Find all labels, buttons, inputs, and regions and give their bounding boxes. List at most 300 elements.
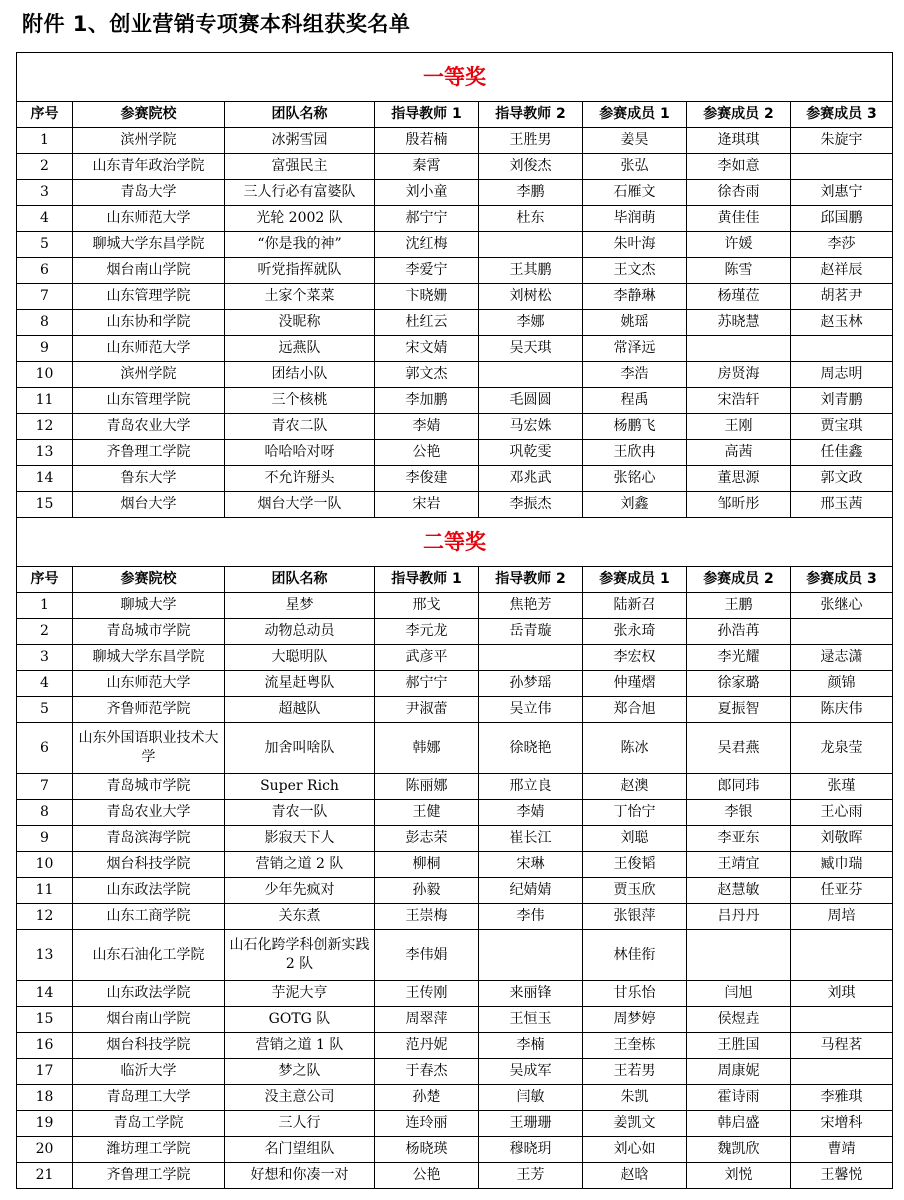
table-cell: 山东政法学院: [73, 981, 225, 1007]
table-cell: 青岛理工大学: [73, 1085, 225, 1111]
table-cell: 杨晓瑛: [375, 1137, 479, 1163]
table-cell: 房贤海: [687, 362, 791, 388]
table-cell: 刘树松: [479, 284, 583, 310]
table-cell: 李加鹏: [375, 388, 479, 414]
table-cell: 胡茗尹: [791, 284, 893, 310]
table-cell: 殷若楠: [375, 128, 479, 154]
table-cell: 王文杰: [583, 258, 687, 284]
table-cell: 团结小队: [225, 362, 375, 388]
table-cell: [479, 645, 583, 671]
document-title: 附件 1、创业营销专项赛本科组获奖名单: [22, 12, 411, 36]
table-cell: 崔长江: [479, 826, 583, 852]
table-cell: 毕润萌: [583, 206, 687, 232]
table-cell: 2: [17, 154, 73, 180]
table-cell: 山东师范大学: [73, 336, 225, 362]
table-cell: 邱国鹏: [791, 206, 893, 232]
table-cell: 姜凯文: [583, 1111, 687, 1137]
table-cell: 三个核桃: [225, 388, 375, 414]
table-row: [17, 466, 893, 492]
table-cell: 邢玉茜: [791, 492, 893, 518]
table-cell: 6: [17, 258, 73, 284]
table-cell: 鲁东大学: [73, 466, 225, 492]
table-cell: 7: [17, 774, 73, 800]
table-cell: 徐家璐: [687, 671, 791, 697]
table-cell: 青岛农业大学: [73, 800, 225, 826]
table-row: [17, 800, 893, 826]
table-cell: 尹淑蕾: [375, 697, 479, 723]
table-cell: 王鹏: [687, 593, 791, 619]
table-cell: 吴君燕: [687, 723, 791, 774]
table-cell: 星梦: [225, 593, 375, 619]
table-cell: 6: [17, 723, 73, 774]
table-cell: 光轮 2002 队: [225, 206, 375, 232]
table-cell: 朱凯: [583, 1085, 687, 1111]
table-cell: 聊城大学: [73, 593, 225, 619]
table-cell: 逯志潇: [791, 645, 893, 671]
table-cell: 10: [17, 362, 73, 388]
table-cell: [791, 1059, 893, 1085]
table-cell: 杜红云: [375, 310, 479, 336]
column-header: 团队名称: [225, 567, 375, 593]
award-table-body: [17, 53, 893, 1189]
table-cell: 郭文杰: [375, 362, 479, 388]
table-cell: 闫旭: [687, 981, 791, 1007]
table-cell: 马宏姝: [479, 414, 583, 440]
table-cell: 8: [17, 310, 73, 336]
table-cell: 黄佳佳: [687, 206, 791, 232]
table-cell: 王刚: [687, 414, 791, 440]
table-cell: 贾宝琪: [791, 414, 893, 440]
table-cell: 李婧: [375, 414, 479, 440]
table-row: [17, 697, 893, 723]
table-cell: 大聪明队: [225, 645, 375, 671]
table-cell: 刘惠宁: [791, 180, 893, 206]
table-cell: 21: [17, 1163, 73, 1189]
table-row: [17, 258, 893, 284]
table-cell: 任佳鑫: [791, 440, 893, 466]
table-cell: 陈雪: [687, 258, 791, 284]
table-cell: 10: [17, 852, 73, 878]
table-cell: 赵慧敏: [687, 878, 791, 904]
table-cell: 赵祥辰: [791, 258, 893, 284]
table-cell: 张银萍: [583, 904, 687, 930]
table-cell: 齐鲁师范学院: [73, 697, 225, 723]
table-cell: 9: [17, 336, 73, 362]
table-cell: 王欣冉: [583, 440, 687, 466]
table-cell: 孙梦瑶: [479, 671, 583, 697]
column-header: 参赛成员 3: [791, 102, 893, 128]
section-title: 一等奖: [17, 53, 893, 102]
table-cell: 王健: [375, 800, 479, 826]
section-title: 二等奖: [17, 518, 893, 567]
table-cell: 彭志荣: [375, 826, 479, 852]
table-cell: 孙毅: [375, 878, 479, 904]
table-cell: 王崇梅: [375, 904, 479, 930]
table-cell: 邢戈: [375, 593, 479, 619]
table-cell: 14: [17, 981, 73, 1007]
table-cell: 刘心如: [583, 1137, 687, 1163]
column-header: 指导教师 2: [479, 102, 583, 128]
table-cell: 没昵称: [225, 310, 375, 336]
table-row: [17, 593, 893, 619]
table-cell: 连玲丽: [375, 1111, 479, 1137]
table-cell: 山东管理学院: [73, 284, 225, 310]
table-cell: 烟台南山学院: [73, 1007, 225, 1033]
table-cell: 丁怡宁: [583, 800, 687, 826]
table-cell: 李楠: [479, 1033, 583, 1059]
table-cell: 李俊建: [375, 466, 479, 492]
column-header: 指导教师 1: [375, 102, 479, 128]
table-cell: 山东师范大学: [73, 671, 225, 697]
table-cell: 加舍叫啥队: [225, 723, 375, 774]
table-row: [17, 1059, 893, 1085]
table-cell: 王胜男: [479, 128, 583, 154]
table-cell: 山东政法学院: [73, 878, 225, 904]
column-header: 参赛成员 3: [791, 567, 893, 593]
table-cell: 夏振智: [687, 697, 791, 723]
table-cell: 周翠萍: [375, 1007, 479, 1033]
table-cell: 山东协和学院: [73, 310, 225, 336]
table-cell: 来丽锋: [479, 981, 583, 1007]
table-cell: Super Rich: [225, 774, 375, 800]
table-cell: 刘敬晖: [791, 826, 893, 852]
table-cell: 3: [17, 180, 73, 206]
table-cell: 范丹妮: [375, 1033, 479, 1059]
table-cell: 张弘: [583, 154, 687, 180]
table-cell: 赵澳: [583, 774, 687, 800]
table-cell: 林佳衔: [583, 930, 687, 981]
table-cell: 常泽远: [583, 336, 687, 362]
table-cell: 王胜国: [687, 1033, 791, 1059]
table-cell: 14: [17, 466, 73, 492]
table-cell: 孙楚: [375, 1085, 479, 1111]
table-cell: 青岛大学: [73, 180, 225, 206]
table-cell: 仲瑾熠: [583, 671, 687, 697]
table-row: [17, 1033, 893, 1059]
column-header: 参赛成员 1: [583, 102, 687, 128]
table-row: [17, 232, 893, 258]
table-cell: 聊城大学东昌学院: [73, 232, 225, 258]
table-cell: 王若男: [583, 1059, 687, 1085]
table-cell: 19: [17, 1111, 73, 1137]
table-cell: [791, 619, 893, 645]
table-cell: GOTG 队: [225, 1007, 375, 1033]
table-cell: 7: [17, 284, 73, 310]
table-cell: 霍诗雨: [687, 1085, 791, 1111]
table-row: [17, 878, 893, 904]
table-cell: 8: [17, 800, 73, 826]
table-cell: 孙浩苒: [687, 619, 791, 645]
table-cell: 刘聪: [583, 826, 687, 852]
table-cell: 柳桐: [375, 852, 479, 878]
table-cell: 少年先疯对: [225, 878, 375, 904]
header-row: [17, 567, 893, 593]
table-cell: 闫敏: [479, 1085, 583, 1111]
table-cell: 11: [17, 878, 73, 904]
table-cell: 苏晓慧: [687, 310, 791, 336]
table-row: [17, 154, 893, 180]
table-cell: 关东煮: [225, 904, 375, 930]
table-cell: 周康妮: [687, 1059, 791, 1085]
table-cell: 公艳: [375, 440, 479, 466]
table-cell: 李静琳: [583, 284, 687, 310]
table-cell: 李伟: [479, 904, 583, 930]
table-cell: [791, 336, 893, 362]
table-cell: 青岛城市学院: [73, 619, 225, 645]
table-cell: 焦艳芳: [479, 593, 583, 619]
table-cell: 李伟娟: [375, 930, 479, 981]
table-cell: 高茜: [687, 440, 791, 466]
column-header: 参赛成员 2: [687, 102, 791, 128]
table-cell: 滨州学院: [73, 128, 225, 154]
table-cell: 刘琪: [791, 981, 893, 1007]
table-cell: 远燕队: [225, 336, 375, 362]
table-cell: 王馨悦: [791, 1163, 893, 1189]
table-cell: 13: [17, 440, 73, 466]
table-cell: 杨瑾莅: [687, 284, 791, 310]
table-cell: 姚瑶: [583, 310, 687, 336]
table-cell: 冰粥雪园: [225, 128, 375, 154]
table-cell: 滨州学院: [73, 362, 225, 388]
table-cell: 宋增科: [791, 1111, 893, 1137]
section-title-row: [17, 53, 893, 102]
table-cell: 公艳: [375, 1163, 479, 1189]
table-cell: 5: [17, 697, 73, 723]
table-cell: 王俊韬: [583, 852, 687, 878]
table-cell: 张继心: [791, 593, 893, 619]
table-cell: 王传刚: [375, 981, 479, 1007]
table-cell: [687, 336, 791, 362]
table-cell: 于春杰: [375, 1059, 479, 1085]
table-row: [17, 440, 893, 466]
table-cell: 土家个菜菜: [225, 284, 375, 310]
table-cell: 李元龙: [375, 619, 479, 645]
table-cell: 齐鲁理工学院: [73, 440, 225, 466]
table-cell: 烟台大学: [73, 492, 225, 518]
table-cell: 聊城大学东昌学院: [73, 645, 225, 671]
table-cell: 李宏权: [583, 645, 687, 671]
table-cell: 烟台南山学院: [73, 258, 225, 284]
table-row: [17, 1163, 893, 1189]
table-cell: 杜东: [479, 206, 583, 232]
table-cell: 穆晓玥: [479, 1137, 583, 1163]
table-cell: 毛圆圆: [479, 388, 583, 414]
table-cell: 龙泉莹: [791, 723, 893, 774]
table-cell: 邹昕彤: [687, 492, 791, 518]
table-cell: 营销之道 1 队: [225, 1033, 375, 1059]
table-cell: 潍坊理工学院: [73, 1137, 225, 1163]
table-cell: 沈红梅: [375, 232, 479, 258]
table-cell: 烟台科技学院: [73, 1033, 225, 1059]
column-header: 序号: [17, 567, 73, 593]
table-cell: 王其鹏: [479, 258, 583, 284]
table-cell: 周志明: [791, 362, 893, 388]
table-cell: 岳青璇: [479, 619, 583, 645]
table-cell: 宋琳: [479, 852, 583, 878]
table-row: [17, 336, 893, 362]
table-cell: 郎同玮: [687, 774, 791, 800]
column-header: 团队名称: [225, 102, 375, 128]
table-cell: 超越队: [225, 697, 375, 723]
table-cell: 周梦婷: [583, 1007, 687, 1033]
table-cell: 9: [17, 826, 73, 852]
table-cell: 徐杏雨: [687, 180, 791, 206]
table-cell: 韩启盛: [687, 1111, 791, 1137]
table-cell: 邢立良: [479, 774, 583, 800]
section-title-row: [17, 518, 893, 567]
table-cell: [687, 930, 791, 981]
table-cell: 卞晓姗: [375, 284, 479, 310]
table-cell: 16: [17, 1033, 73, 1059]
table-cell: 15: [17, 492, 73, 518]
table-row: [17, 981, 893, 1007]
table-cell: 临沂大学: [73, 1059, 225, 1085]
table-row: [17, 723, 893, 774]
table-row: [17, 1085, 893, 1111]
table-cell: 巩乾雯: [479, 440, 583, 466]
table-cell: [479, 362, 583, 388]
table-cell: 山东石油化工学院: [73, 930, 225, 981]
table-cell: 张铭心: [583, 466, 687, 492]
table-cell: 邓兆武: [479, 466, 583, 492]
table-cell: 青岛工学院: [73, 1111, 225, 1137]
table-cell: 石雁文: [583, 180, 687, 206]
table-cell: 颜锦: [791, 671, 893, 697]
table-cell: [479, 232, 583, 258]
table-cell: 马程茗: [791, 1033, 893, 1059]
table-cell: 青岛城市学院: [73, 774, 225, 800]
table-cell: [791, 930, 893, 981]
table-cell: 陈庆伟: [791, 697, 893, 723]
table-cell: 2: [17, 619, 73, 645]
table-cell: 山石化跨学科创新实践 2 队: [225, 930, 375, 981]
column-header: 指导教师 1: [375, 567, 479, 593]
table-cell: 名门望组队: [225, 1137, 375, 1163]
table-row: [17, 284, 893, 310]
table-cell: 李浩: [583, 362, 687, 388]
table-cell: 山东管理学院: [73, 388, 225, 414]
table-cell: 王芳: [479, 1163, 583, 1189]
table-cell: 程禹: [583, 388, 687, 414]
table-cell: 任亚芬: [791, 878, 893, 904]
table-cell: 11: [17, 388, 73, 414]
table-cell: 齐鲁理工学院: [73, 1163, 225, 1189]
table-cell: 刘青鹏: [791, 388, 893, 414]
table-cell: 山东工商学院: [73, 904, 225, 930]
table-row: [17, 852, 893, 878]
table-cell: 贾玉欣: [583, 878, 687, 904]
table-cell: 刘悦: [687, 1163, 791, 1189]
table-cell: 武彦平: [375, 645, 479, 671]
table-cell: 吴成军: [479, 1059, 583, 1085]
table-cell: 曹靖: [791, 1137, 893, 1163]
column-header: 参赛成员 1: [583, 567, 687, 593]
table-cell: 宋浩轩: [687, 388, 791, 414]
column-header: 参赛院校: [73, 567, 225, 593]
table-cell: 侯煜垚: [687, 1007, 791, 1033]
table-cell: 4: [17, 206, 73, 232]
table-cell: 李爱宁: [375, 258, 479, 284]
table-cell: 哈哈哈对呀: [225, 440, 375, 466]
table-row: [17, 492, 893, 518]
table-cell: 3: [17, 645, 73, 671]
table-cell: 青农二队: [225, 414, 375, 440]
column-header: 指导教师 2: [479, 567, 583, 593]
table-cell: 营销之道 2 队: [225, 852, 375, 878]
table-cell: 李振杰: [479, 492, 583, 518]
table-cell: 山东师范大学: [73, 206, 225, 232]
table-cell: 听党指挥就队: [225, 258, 375, 284]
table-cell: 刘俊杰: [479, 154, 583, 180]
table-cell: 18: [17, 1085, 73, 1111]
table-cell: 梦之队: [225, 1059, 375, 1085]
column-header: 参赛成员 2: [687, 567, 791, 593]
table-cell: 陈冰: [583, 723, 687, 774]
table-row: [17, 388, 893, 414]
table-cell: 魏凯欣: [687, 1137, 791, 1163]
table-cell: 青岛农业大学: [73, 414, 225, 440]
table-cell: 赵玉林: [791, 310, 893, 336]
table-cell: 吴天琪: [479, 336, 583, 362]
award-table: [16, 52, 893, 1189]
table-cell: 三人行: [225, 1111, 375, 1137]
table-cell: 张永琦: [583, 619, 687, 645]
table-cell: 杨鹏飞: [583, 414, 687, 440]
table-row: [17, 826, 893, 852]
table-cell: 4: [17, 671, 73, 697]
table-cell: 刘小童: [375, 180, 479, 206]
table-cell: 12: [17, 414, 73, 440]
table-row: [17, 1111, 893, 1137]
table-cell: 郑合旭: [583, 697, 687, 723]
table-cell: 姜昊: [583, 128, 687, 154]
table-cell: 刘鑫: [583, 492, 687, 518]
table-row: [17, 904, 893, 930]
table-cell: 李银: [687, 800, 791, 826]
table-cell: 逄琪琪: [687, 128, 791, 154]
table-cell: 李莎: [791, 232, 893, 258]
table-cell: 李雅琪: [791, 1085, 893, 1111]
column-header: 参赛院校: [73, 102, 225, 128]
table-cell: [791, 1007, 893, 1033]
table-cell: 好想和你凑一对: [225, 1163, 375, 1189]
table-cell: 王靖宜: [687, 852, 791, 878]
table-cell: 周培: [791, 904, 893, 930]
table-cell: 王奎栋: [583, 1033, 687, 1059]
table-cell: 山东外国语职业技术大学: [73, 723, 225, 774]
table-row: [17, 671, 893, 697]
table-row: [17, 1137, 893, 1163]
table-cell: 陈丽娜: [375, 774, 479, 800]
table-cell: 李如意: [687, 154, 791, 180]
table-cell: 芋泥大亨: [225, 981, 375, 1007]
table-cell: 朱叶海: [583, 232, 687, 258]
table-cell: 青农一队: [225, 800, 375, 826]
table-cell: 朱旋宇: [791, 128, 893, 154]
table-row: [17, 206, 893, 232]
table-cell: 徐晓艳: [479, 723, 583, 774]
table-cell: 三人行必有富婆队: [225, 180, 375, 206]
table-cell: 许媛: [687, 232, 791, 258]
table-cell: 12: [17, 904, 73, 930]
table-cell: 李鹏: [479, 180, 583, 206]
table-cell: 宋岩: [375, 492, 479, 518]
table-cell: “你是我的神”: [225, 232, 375, 258]
table-cell: 13: [17, 930, 73, 981]
table-cell: [479, 930, 583, 981]
header-row: [17, 102, 893, 128]
table-row: [17, 128, 893, 154]
